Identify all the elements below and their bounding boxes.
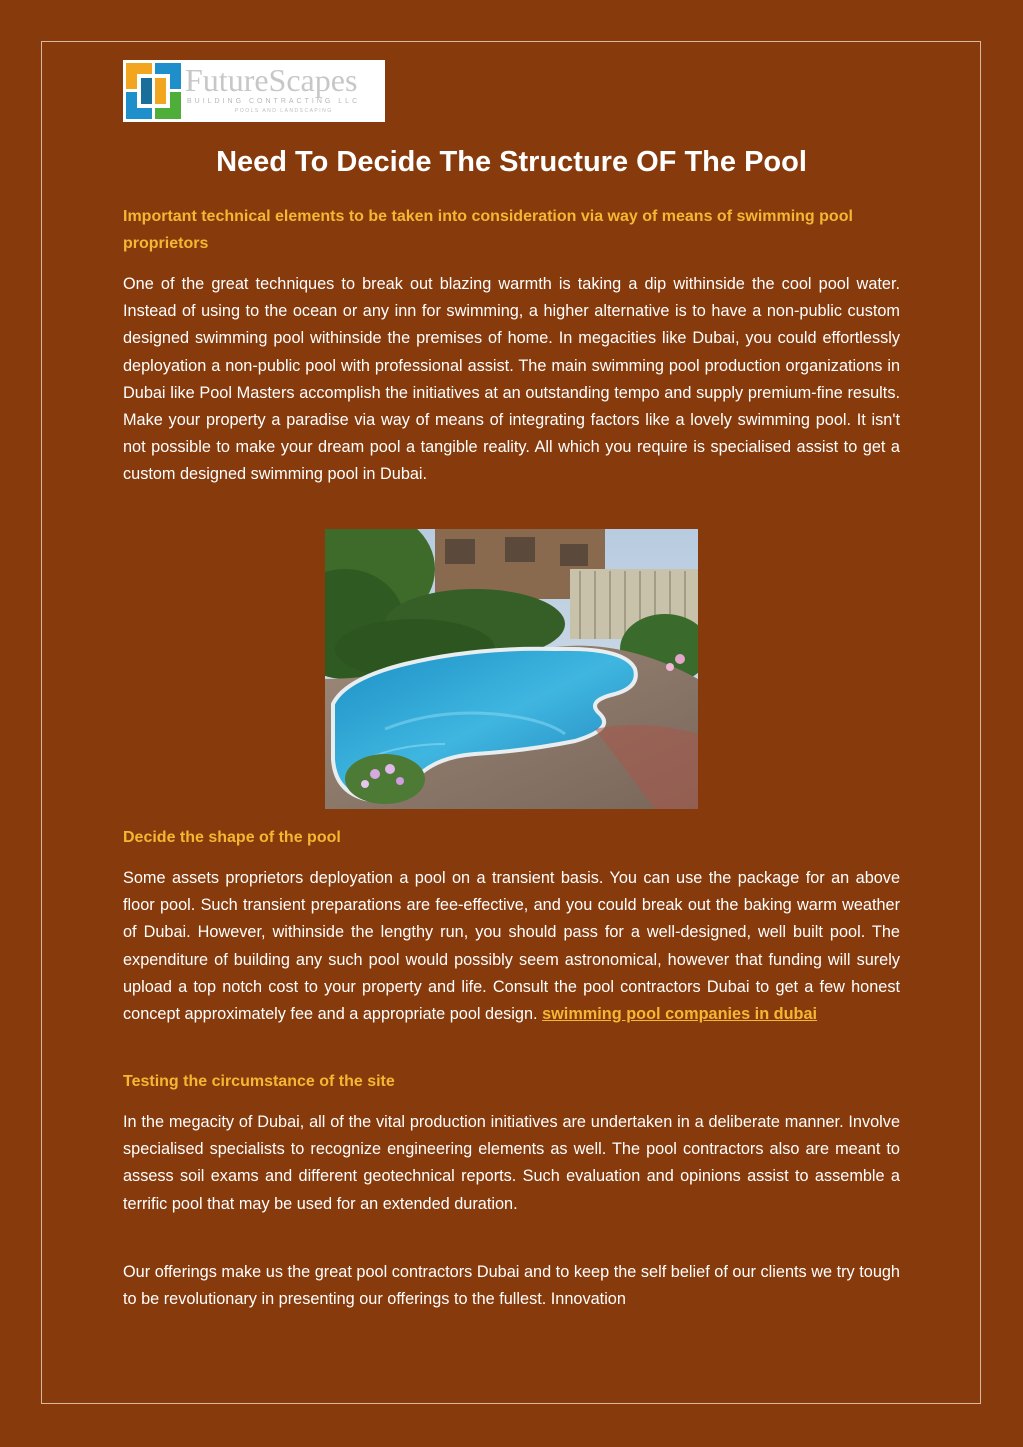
pool-photo xyxy=(325,529,698,809)
paragraph-intro: One of the great techniques to break out blazing warmth is taking a dip withinside the cool pool water. Instead of using to the ocean or any inn for swimming, a higher alternative is to have a non-public custom designed swimming pool withinside the premises of home. In megacities like Dubai, you could effortlessly deployation a non-public pool with professional assist. The main swimming pool production organizations in Dubai like Pool Masters accomplish the initiatives at an outstanding tempo and supply premium-fine results. Make your property a paradise via way of means of integrating factors like a lovely swimming pool. It isn't not possible to make your dream pool a tangible reality. All which you require is specialised assist to get a custom designed swimming pool in Dubai. xyxy=(123,275,900,484)
swimming-pool-companies-link[interactable]: swimming pool companies in dubai xyxy=(542,1005,818,1024)
company-logo xyxy=(123,60,385,122)
logo-mark-icon xyxy=(123,60,183,122)
page-title: Need To Decide The Structure OF The Pool xyxy=(216,146,807,178)
section-heading-pool-shape: Decide the shape of the pool xyxy=(123,829,341,846)
section-heading-technical-elements: Important technical elements to be taken into consideration via way of means of swimming pool proprietors xyxy=(123,208,853,252)
logo-tagline-secondary: POOLS AND LANDSCAPING xyxy=(235,108,333,114)
section-heading-site-testing: Testing the circumstance of the site xyxy=(123,1073,395,1090)
logo-name: FutureScapes xyxy=(185,62,358,98)
paragraph-pool-shape-text: Some assets proprietors deployation a pool on a transient basis. You can use the package for an above floor pool. Such transient preparations are fee-effective, and you could break out the baking warm weather of Dubai. However, withinside the lengthy run, you should pass for a well-designed, well built pool. The expenditure of building any such pool would possibly seem astronomical, however that funding will surely upload a top notch cost to your property and life. Consult the pool contractors Dubai to get a few honest concept approximately fee and a appropriate pool design. xyxy=(123,869,900,1024)
paragraph-site-testing: In the megacity of Dubai, all of the vital production initiatives are undertaken in a deliberate manner. Involve specialised specialists to recognize engineering elements as well. The pool contractors also are meant to assess soil exams and different geotechnical reports. Such evaluation and opinions assist to assemble a terrific pool that may be used for an extended duration. xyxy=(123,1113,900,1213)
paragraph-offerings: Our offerings make us the great pool contractors Dubai and to keep the self belief of our clients we try tough to be revolutionary in presenting our offerings to the fullest. Innovation xyxy=(123,1263,900,1309)
logo-tagline: BUILDING CONTRACTING LLC xyxy=(187,98,361,105)
paragraph-pool-shape xyxy=(123,865,900,1028)
